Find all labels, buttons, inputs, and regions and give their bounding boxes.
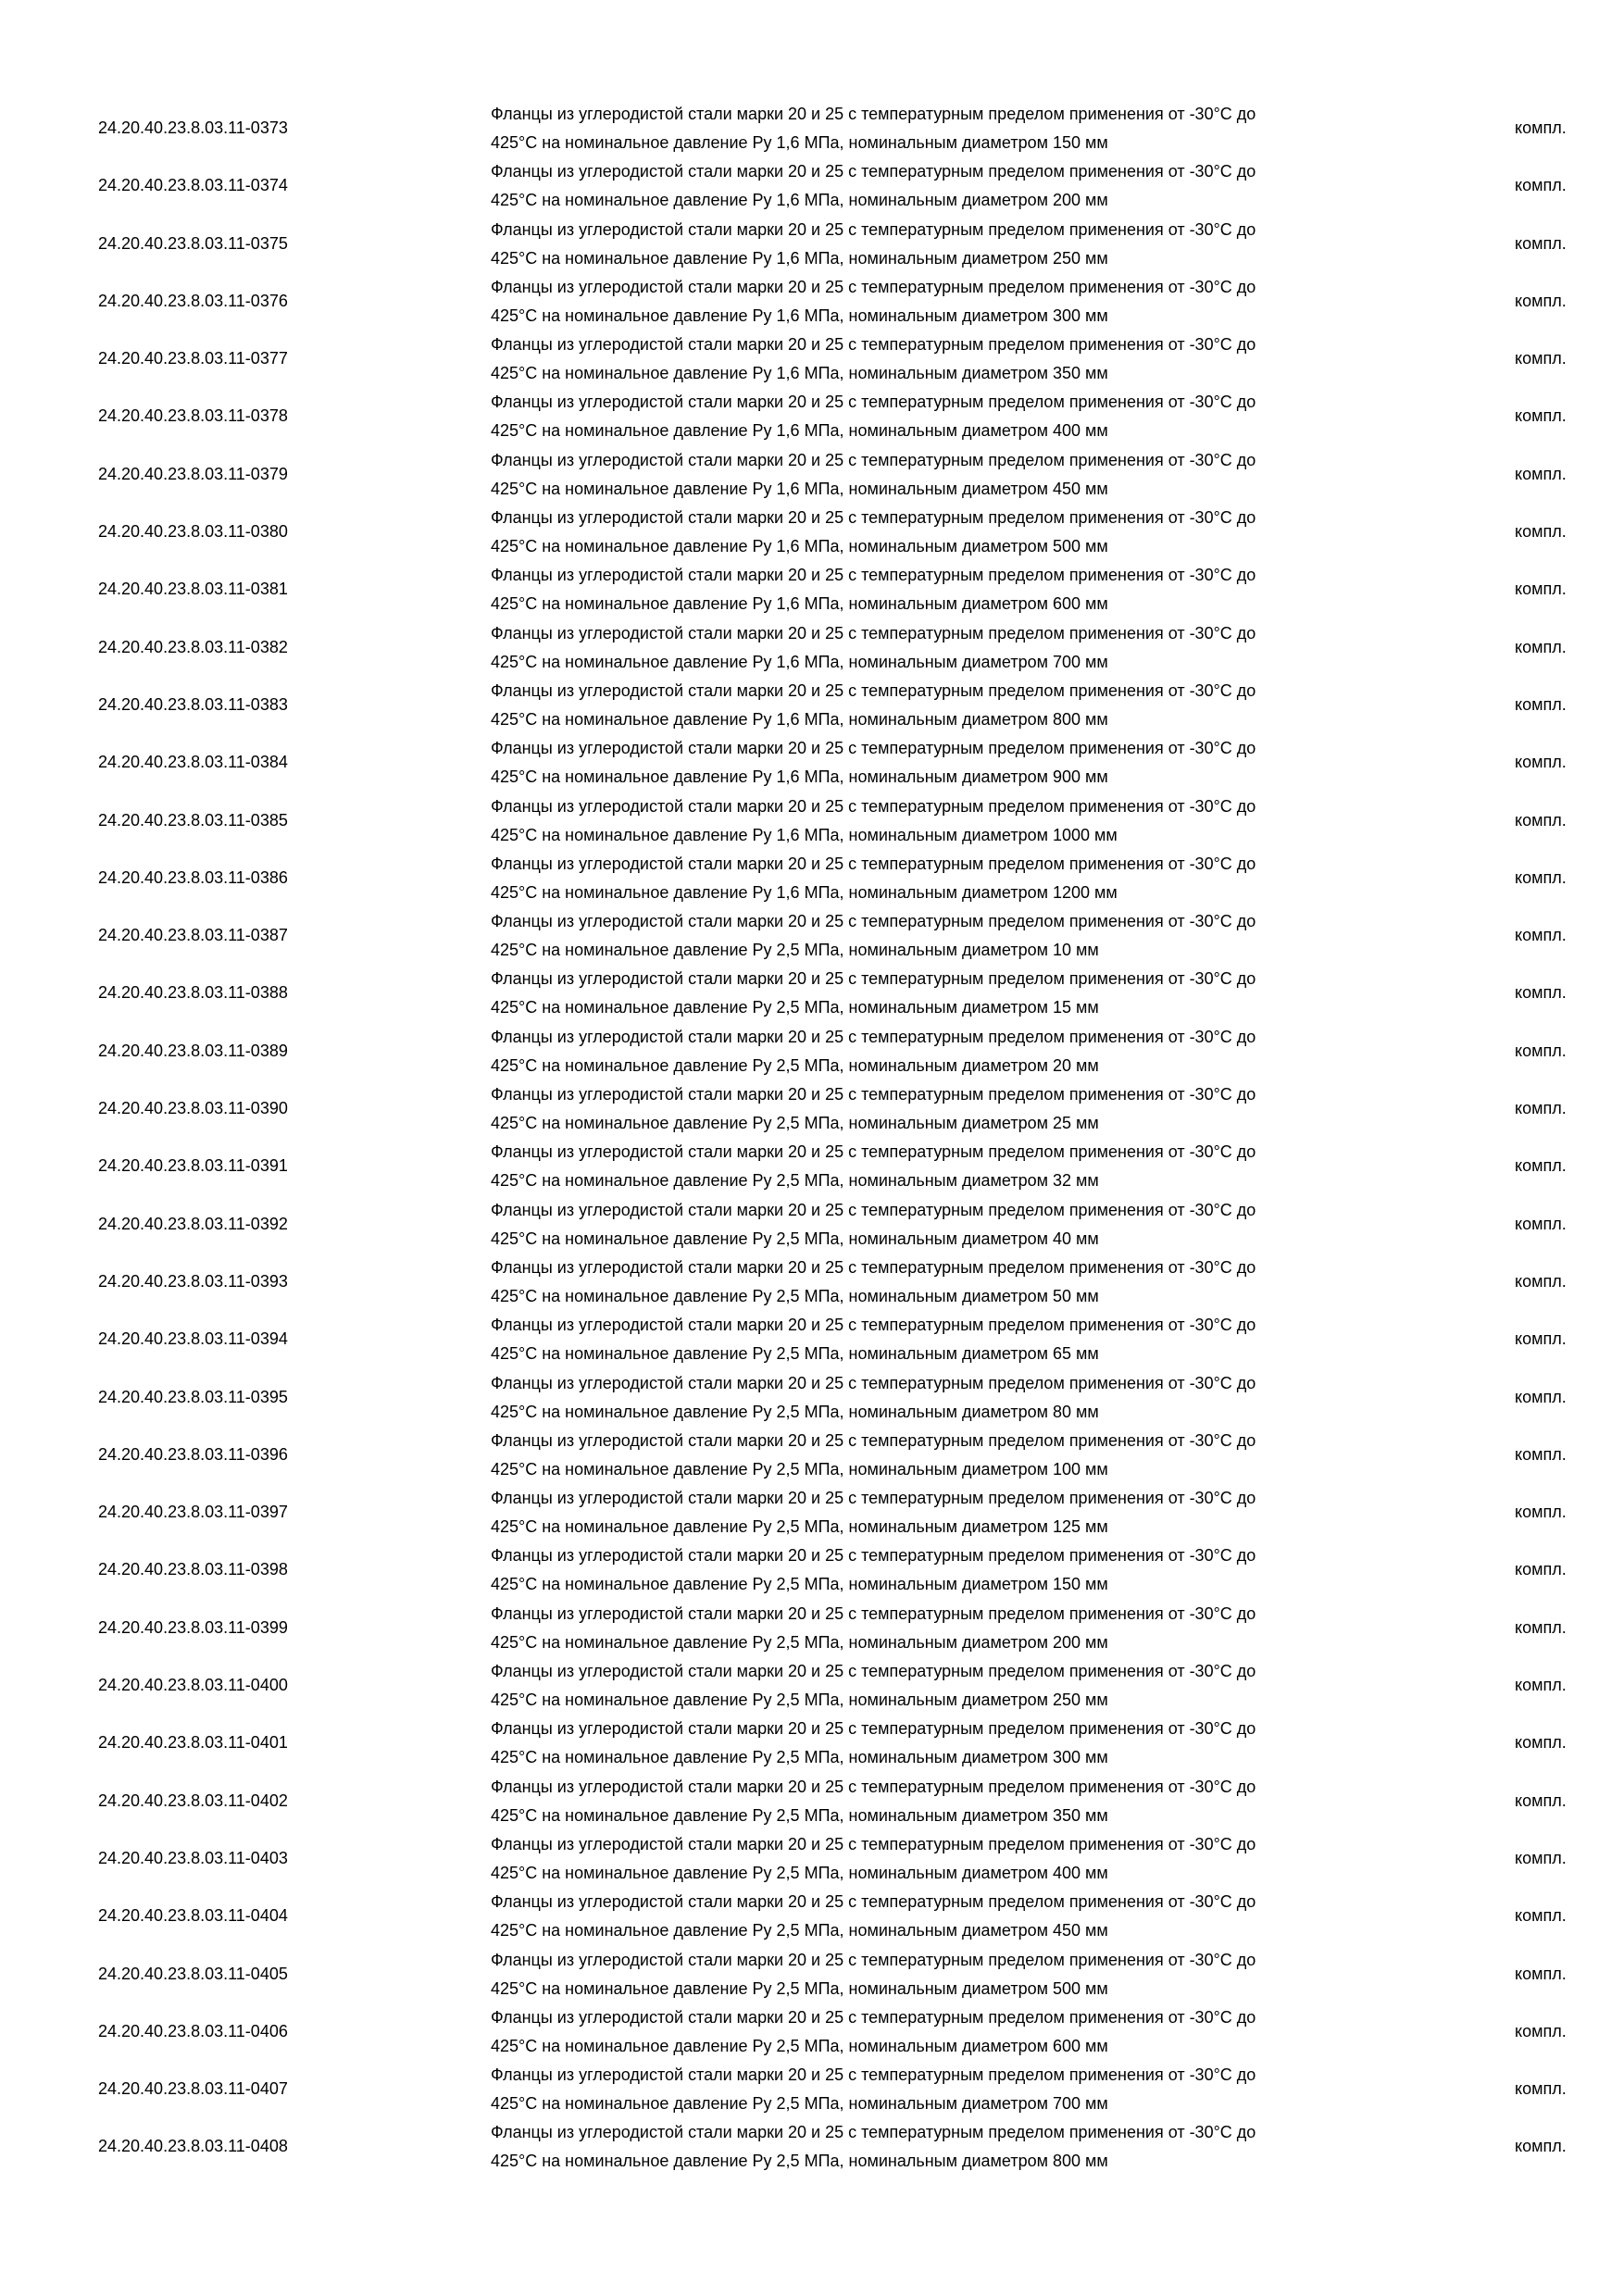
unit-of-measure: компл. (1515, 464, 1567, 483)
description-line-1: Фланцы из углеродистой стали марки 20 и 25 с температурным пределом применения от -30°С до (491, 1662, 1256, 1681)
table-row (0, 1427, 1624, 1484)
table-row (0, 619, 1624, 677)
resource-description (491, 965, 1435, 1022)
description-line-2: 425°С на номинальное давление Ру 2,5 МПа, номинальным диаметром 300 мм (491, 1748, 1108, 1767)
unit-of-measure: компл. (1515, 1041, 1567, 1060)
resource-code: 24.20.40.23.8.03.11-0406 (98, 2021, 288, 2040)
unit-of-measure: компл. (1515, 1733, 1567, 1753)
resource-description (491, 388, 1435, 445)
description-line-1: Фланцы из углеродистой стали марки 20 и 25 с температурным пределом применения от -30°С до (491, 1430, 1256, 1450)
description-line-1: Фланцы из углеродистой стали марки 20 и 25 с температурным пределом применения от -30°С до (491, 1373, 1256, 1392)
description-line-1: Фланцы из углеродистой стали марки 20 и 25 с температурным пределом применения от -30°С до (491, 2007, 1256, 2027)
table-row (0, 907, 1624, 965)
description-line-1: Фланцы из углеродистой стали марки 20 и 25 с температурным пределом применения от -30°С до (491, 566, 1256, 585)
description-line-1: Фланцы из углеродистой стали марки 20 и 25 с температурным пределом применения от -30°С до (491, 1892, 1256, 1912)
resource-code: 24.20.40.23.8.03.11-0383 (98, 694, 288, 714)
resource-code: 24.20.40.23.8.03.11-0384 (98, 753, 288, 772)
unit-of-measure: компл. (1515, 119, 1567, 137)
unit-of-measure: компл. (1515, 406, 1567, 426)
description-line-2: 425°С на номинальное давление Ру 2,5 МПа, номинальным диаметром 50 мм (491, 1286, 1099, 1305)
description-line-2: 425°С на номинальное давление Ру 1,6 МПа, номинальным диаметром 400 мм (491, 421, 1108, 441)
resource-description (491, 1023, 1435, 1080)
description-line-2: 425°С на номинальное давление Ру 2,5 МПа, номинальным диаметром 700 мм (491, 2094, 1108, 2114)
description-line-1: Фланцы из углеродистой стали марки 20 и 25 с температурным пределом применения от -30°С до (491, 739, 1256, 758)
resource-code: 24.20.40.23.8.03.11-0407 (98, 2079, 288, 2099)
table-row (0, 1657, 1624, 1715)
resource-description (491, 792, 1435, 850)
description-line-2: 425°С на номинальное давление Ру 2,5 МПа, номинальным диаметром 80 мм (491, 1402, 1099, 1421)
table-row (0, 273, 1624, 331)
unit-of-measure: компл. (1515, 580, 1567, 599)
description-line-2: 425°С на номинальное давление Ру 2,5 МПа, номинальным диаметром 25 мм (491, 1114, 1099, 1133)
resource-description (491, 504, 1435, 561)
resource-description (491, 2118, 1435, 2176)
table-row (0, 1484, 1624, 1541)
table-row (0, 1830, 1624, 1888)
resource-description (491, 850, 1435, 907)
resource-code: 24.20.40.23.8.03.11-0388 (98, 983, 288, 1003)
resource-code: 24.20.40.23.8.03.11-0385 (98, 810, 288, 830)
description-line-1: Фланцы из углеродистой стали марки 20 и 25 с температурным пределом применения от -30°С до (491, 969, 1256, 989)
unit-of-measure: компл. (1515, 1271, 1567, 1291)
description-line-1: Фланцы из углеродистой стали марки 20 и 25 с температурным пределом применения от -30°С до (491, 854, 1256, 873)
description-line-2: 425°С на номинальное давление Ру 1,6 МПа, номинальным диаметром 800 мм (491, 709, 1108, 729)
description-line-2: 425°С на номинальное давление Ру 1,6 МПа, номинальным диаметром 600 мм (491, 594, 1108, 614)
description-line-1: Фланцы из углеродистой стали марки 20 и 25 с температурным пределом применения от -30°С до (491, 1719, 1256, 1739)
description-line-2: 425°С на номинальное давление Ру 1,6 МПа, номинальным диаметром 900 мм (491, 767, 1108, 787)
resource-description (491, 1541, 1435, 1599)
description-line-2: 425°С на номинальное давление Ру 2,5 МПа, номинальным диаметром 65 мм (491, 1344, 1099, 1364)
resource-description (491, 1080, 1435, 1138)
resource-description (491, 1254, 1435, 1311)
description-line-1: Фланцы из углеродистой стали марки 20 и 25 с температурным пределом применения от -30°С до (491, 2123, 1256, 2142)
description-line-1: Фланцы из углеродистой стали марки 20 и 25 с температурным пределом применения от -30°С до (491, 162, 1256, 181)
resource-description (491, 907, 1435, 965)
resource-description (491, 1830, 1435, 1888)
description-line-2: 425°С на номинальное давление Ру 2,5 МПа, номинальным диаметром 500 мм (491, 1978, 1108, 1998)
table-row (0, 1541, 1624, 1599)
resource-description (491, 2003, 1435, 2061)
resource-description (491, 1311, 1435, 1368)
resource-code: 24.20.40.23.8.03.11-0375 (98, 233, 288, 253)
description-line-2: 425°С на номинальное давление Ру 2,5 МПа, номинальным диаметром 350 мм (491, 1805, 1108, 1825)
description-line-1: Фланцы из углеродистой стали марки 20 и 25 с температурным пределом применения от -30°С до (491, 335, 1256, 355)
resource-description (491, 561, 1435, 618)
description-line-2: 425°С на номинальное давление Ру 1,6 МПа, номинальным диаметром 350 мм (491, 364, 1108, 383)
description-line-1: Фланцы из углеродистой стали марки 20 и 25 с температурным пределом применения от -30°С до (491, 450, 1256, 469)
resource-code: 24.20.40.23.8.03.11-0404 (98, 1906, 288, 1926)
resource-code: 24.20.40.23.8.03.11-0387 (98, 926, 288, 945)
description-line-2: 425°С на номинальное давление Ру 2,5 МПа, номинальным диаметром 20 мм (491, 1055, 1099, 1075)
resource-code: 24.20.40.23.8.03.11-0390 (98, 1099, 288, 1118)
resource-description (491, 677, 1435, 734)
unit-of-measure: компл. (1515, 176, 1567, 195)
resource-code: 24.20.40.23.8.03.11-0389 (98, 1041, 288, 1060)
unit-of-measure: компл. (1515, 1848, 1567, 1867)
resource-code: 24.20.40.23.8.03.11-0402 (98, 1791, 288, 1810)
unit-of-measure: компл. (1515, 1964, 1567, 1983)
description-line-2: 425°С на номинальное давление Ру 2,5 МПа, номинальным диаметром 600 мм (491, 2036, 1108, 2055)
resource-description (491, 1657, 1435, 1715)
table-row (0, 446, 1624, 504)
description-line-2: 425°С на номинальное давление Ру 2,5 МПа, номинальным диаметром 125 мм (491, 1517, 1108, 1537)
table-row (0, 1600, 1624, 1657)
resource-description (491, 446, 1435, 504)
description-line-1: Фланцы из углеродистой стали марки 20 и 25 с температурным пределом применения от -30°С до (491, 796, 1256, 816)
resource-code: 24.20.40.23.8.03.11-0399 (98, 1617, 288, 1637)
description-line-1: Фланцы из углеродистой стали марки 20 и 25 с температурным пределом применения от -30°С до (491, 393, 1256, 412)
description-line-1: Фланцы из углеродистой стали марки 20 и 25 с температурным пределом применения от -30°С до (491, 2065, 1256, 2085)
table-row (0, 1080, 1624, 1138)
description-line-2: 425°С на номинальное давление Ру 1,6 МПа, номинальным диаметром 250 мм (491, 248, 1108, 268)
description-line-1: Фланцы из углеродистой стали марки 20 и 25 с температурным пределом применения от -30°С до (491, 219, 1256, 239)
description-line-2: 425°С на номинальное давление Ру 2,5 МПа, номинальным диаметром 15 мм (491, 998, 1099, 1017)
unit-of-measure: компл. (1515, 810, 1567, 830)
description-line-1: Фланцы из углеродистой стали марки 20 и 25 с температурным пределом применения от -30°С до (491, 1316, 1256, 1335)
description-line-1: Фланцы из углеродистой стали марки 20 и 25 с температурным пределом применения от -30°С до (491, 623, 1256, 643)
unit-of-measure: компл. (1515, 867, 1567, 887)
table-row (0, 965, 1624, 1022)
unit-of-measure: компл. (1515, 2079, 1567, 2099)
table-row (0, 734, 1624, 792)
table-row (0, 2061, 1624, 2118)
resource-code: 24.20.40.23.8.03.11-0396 (98, 1444, 288, 1464)
table-row (0, 331, 1624, 388)
table-row (0, 1138, 1624, 1195)
unit-of-measure: компл. (1515, 637, 1567, 656)
resource-description (491, 100, 1435, 157)
description-line-2: 425°С на номинальное давление Ру 2,5 МПа, номинальным диаметром 250 мм (491, 1691, 1108, 1710)
resource-code: 24.20.40.23.8.03.11-0386 (98, 867, 288, 887)
resource-code: 24.20.40.23.8.03.11-0392 (98, 1214, 288, 1233)
unit-of-measure: компл. (1515, 1444, 1567, 1464)
resource-code: 24.20.40.23.8.03.11-0408 (98, 2137, 288, 2156)
table-row (0, 677, 1624, 734)
table-row (0, 1311, 1624, 1368)
table-row (0, 1254, 1624, 1311)
table-row (0, 388, 1624, 445)
table-row (0, 1773, 1624, 1830)
resource-code: 24.20.40.23.8.03.11-0397 (98, 1503, 288, 1522)
unit-of-measure: компл. (1515, 926, 1567, 945)
unit-of-measure: компл. (1515, 522, 1567, 542)
resource-description (491, 1427, 1435, 1484)
table-row (0, 2118, 1624, 2176)
resource-code: 24.20.40.23.8.03.11-0405 (98, 1964, 288, 1983)
table-row (0, 216, 1624, 273)
unit-of-measure: компл. (1515, 1387, 1567, 1406)
description-line-2: 425°С на номинальное давление Ру 1,6 МПа, номинальным диаметром 150 мм (491, 133, 1108, 152)
description-line-2: 425°С на номинальное давление Ру 2,5 МПа, номинальным диаметром 200 мм (491, 1632, 1108, 1652)
table-row (0, 157, 1624, 215)
resource-description (491, 331, 1435, 388)
description-line-1: Фланцы из углеродистой стали марки 20 и 25 с температурным пределом применения от -30°С до (491, 1142, 1256, 1162)
resource-code: 24.20.40.23.8.03.11-0373 (98, 119, 288, 137)
unit-of-measure: компл. (1515, 1099, 1567, 1118)
description-line-1: Фланцы из углеродистой стали марки 20 и 25 с температурным пределом применения от -30°С до (491, 1027, 1256, 1046)
unit-of-measure: компл. (1515, 1906, 1567, 1926)
table-row (0, 504, 1624, 561)
resource-description (491, 1946, 1435, 2003)
description-line-1: Фланцы из углеродистой стали марки 20 и 25 с температурным пределом применения от -30°С до (491, 1085, 1256, 1104)
unit-of-measure: компл. (1515, 2021, 1567, 2040)
resource-description (491, 1196, 1435, 1254)
table-row (0, 1023, 1624, 1080)
unit-of-measure: компл. (1515, 753, 1567, 772)
resource-description (491, 1773, 1435, 1830)
resource-code: 24.20.40.23.8.03.11-0393 (98, 1271, 288, 1291)
description-line-2: 425°С на номинальное давление Ру 2,5 МПа, номинальным диаметром 450 мм (491, 1921, 1108, 1940)
description-line-2: 425°С на номинальное давление Ру 1,6 МПа, номинальным диаметром 1000 мм (491, 825, 1118, 844)
unit-of-measure: компл. (1515, 1676, 1567, 1695)
description-line-2: 425°С на номинальное давление Ру 2,5 МПа, номинальным диаметром 150 мм (491, 1575, 1108, 1594)
unit-of-measure: компл. (1515, 1214, 1567, 1233)
description-line-2: 425°С на номинальное давление Ру 1,6 МПа, номинальным диаметром 300 мм (491, 306, 1108, 325)
resource-code: 24.20.40.23.8.03.11-0403 (98, 1848, 288, 1867)
description-line-1: Фланцы из углеродистой стали марки 20 и 25 с температурным пределом применения от -30°С до (491, 1489, 1256, 1508)
resource-description (491, 157, 1435, 215)
resource-code: 24.20.40.23.8.03.11-0395 (98, 1387, 288, 1406)
resource-code: 24.20.40.23.8.03.11-0380 (98, 522, 288, 542)
table-row (0, 100, 1624, 157)
table-row (0, 1888, 1624, 1945)
table-row (0, 561, 1624, 618)
unit-of-measure: компл. (1515, 1503, 1567, 1522)
description-line-1: Фланцы из углеродистой стали марки 20 и 25 с температурным пределом применения от -30°С до (491, 1777, 1256, 1796)
description-line-1: Фланцы из углеродистой стали марки 20 и 25 с температурным пределом применения от -30°С до (491, 680, 1256, 700)
resource-description (491, 1715, 1435, 1772)
resource-code: 24.20.40.23.8.03.11-0394 (98, 1329, 288, 1349)
resource-description (491, 216, 1435, 273)
unit-of-measure: компл. (1515, 983, 1567, 1003)
description-line-2: 425°С на номинальное давление Ру 2,5 МПа, номинальным диаметром 800 мм (491, 2152, 1108, 2171)
resource-description (491, 273, 1435, 331)
table-row (0, 2003, 1624, 2061)
resource-code: 24.20.40.23.8.03.11-0374 (98, 176, 288, 195)
description-line-1: Фланцы из углеродистой стали марки 20 и 25 с температурным пределом применения от -30°С до (491, 1950, 1256, 1969)
unit-of-measure: компл. (1515, 2137, 1567, 2156)
resource-code: 24.20.40.23.8.03.11-0379 (98, 464, 288, 483)
resource-description (491, 734, 1435, 792)
unit-of-measure: компл. (1515, 291, 1567, 310)
resource-code: 24.20.40.23.8.03.11-0401 (98, 1733, 288, 1753)
table-row (0, 1196, 1624, 1254)
resource-code: 24.20.40.23.8.03.11-0376 (98, 291, 288, 310)
unit-of-measure: компл. (1515, 1617, 1567, 1637)
resource-code: 24.20.40.23.8.03.11-0391 (98, 1156, 288, 1176)
description-line-1: Фланцы из углеродистой стали марки 20 и 25 с температурным пределом применения от -30°С до (491, 912, 1256, 931)
unit-of-measure: компл. (1515, 1329, 1567, 1349)
table-row (0, 1946, 1624, 2003)
description-line-2: 425°С на номинальное давление Ру 1,6 МПа, номинальным диаметром 450 мм (491, 479, 1108, 498)
unit-of-measure: компл. (1515, 1156, 1567, 1176)
description-line-1: Фланцы из углеродистой стали марки 20 и 25 с температурным пределом применения от -30°С до (491, 1603, 1256, 1623)
description-line-2: 425°С на номинальное давление Ру 2,5 МПа, номинальным диаметром 400 мм (491, 1863, 1108, 1882)
table-row (0, 1369, 1624, 1427)
resource-description (491, 619, 1435, 677)
resource-description (491, 1369, 1435, 1427)
unit-of-measure: компл. (1515, 1791, 1567, 1810)
resource-code: 24.20.40.23.8.03.11-0381 (98, 580, 288, 599)
description-line-2: 425°С на номинальное давление Ру 1,6 МПа, номинальным диаметром 700 мм (491, 652, 1108, 671)
description-line-1: Фланцы из углеродистой стали марки 20 и 25 с температурным пределом применения от -30°С до (491, 1834, 1256, 1853)
price-table (0, 100, 1624, 2177)
description-line-1: Фланцы из углеродистой стали марки 20 и 25 с температурным пределом применения от -30°С до (491, 1546, 1256, 1566)
resource-description (491, 1484, 1435, 1541)
description-line-1: Фланцы из углеродистой стали марки 20 и 25 с температурным пределом применения от -30°С до (491, 1200, 1256, 1219)
description-line-2: 425°С на номинальное давление Ру 1,6 МПа, номинальным диаметром 500 мм (491, 537, 1108, 556)
description-line-1: Фланцы из углеродистой стали марки 20 и 25 с температурным пределом применения от -30°С до (491, 1257, 1256, 1277)
resource-code: 24.20.40.23.8.03.11-0398 (98, 1560, 288, 1579)
resource-code: 24.20.40.23.8.03.11-0378 (98, 406, 288, 426)
table-row (0, 850, 1624, 907)
resource-description (491, 1138, 1435, 1195)
resource-code: 24.20.40.23.8.03.11-0400 (98, 1676, 288, 1695)
description-line-1: Фланцы из углеродистой стали марки 20 и 25 с температурным пределом применения от -30°С до (491, 277, 1256, 296)
description-line-2: 425°С на номинальное давление Ру 2,5 МПа, номинальным диаметром 100 мм (491, 1459, 1108, 1479)
unit-of-measure: компл. (1515, 694, 1567, 714)
resource-code: 24.20.40.23.8.03.11-0382 (98, 637, 288, 656)
description-line-2: 425°С на номинальное давление Ру 2,5 МПа, номинальным диаметром 10 мм (491, 941, 1099, 960)
table-row (0, 792, 1624, 850)
resource-description (491, 1888, 1435, 1945)
description-line-2: 425°С на номинальное давление Ру 2,5 МПа, номинальным диаметром 40 мм (491, 1229, 1099, 1248)
unit-of-measure: компл. (1515, 1560, 1567, 1579)
resource-code: 24.20.40.23.8.03.11-0377 (98, 349, 288, 368)
description-line-1: Фланцы из углеродистой стали марки 20 и 25 с температурным пределом применения от -30°С до (491, 508, 1256, 528)
unit-of-measure: компл. (1515, 349, 1567, 368)
description-line-2: 425°С на номинальное давление Ру 1,6 МПа, номинальным диаметром 200 мм (491, 191, 1108, 210)
description-line-2: 425°С на номинальное давление Ру 2,5 МПа, номинальным диаметром 32 мм (491, 1171, 1099, 1191)
resource-description (491, 2061, 1435, 2118)
table-row (0, 1715, 1624, 1772)
unit-of-measure: компл. (1515, 233, 1567, 253)
resource-description (491, 1600, 1435, 1657)
description-line-2: 425°С на номинальное давление Ру 1,6 МПа, номинальным диаметром 1200 мм (491, 882, 1118, 902)
description-line-1: Фланцы из углеродистой стали марки 20 и 25 с температурным пределом применения от -30°С до (491, 105, 1256, 123)
